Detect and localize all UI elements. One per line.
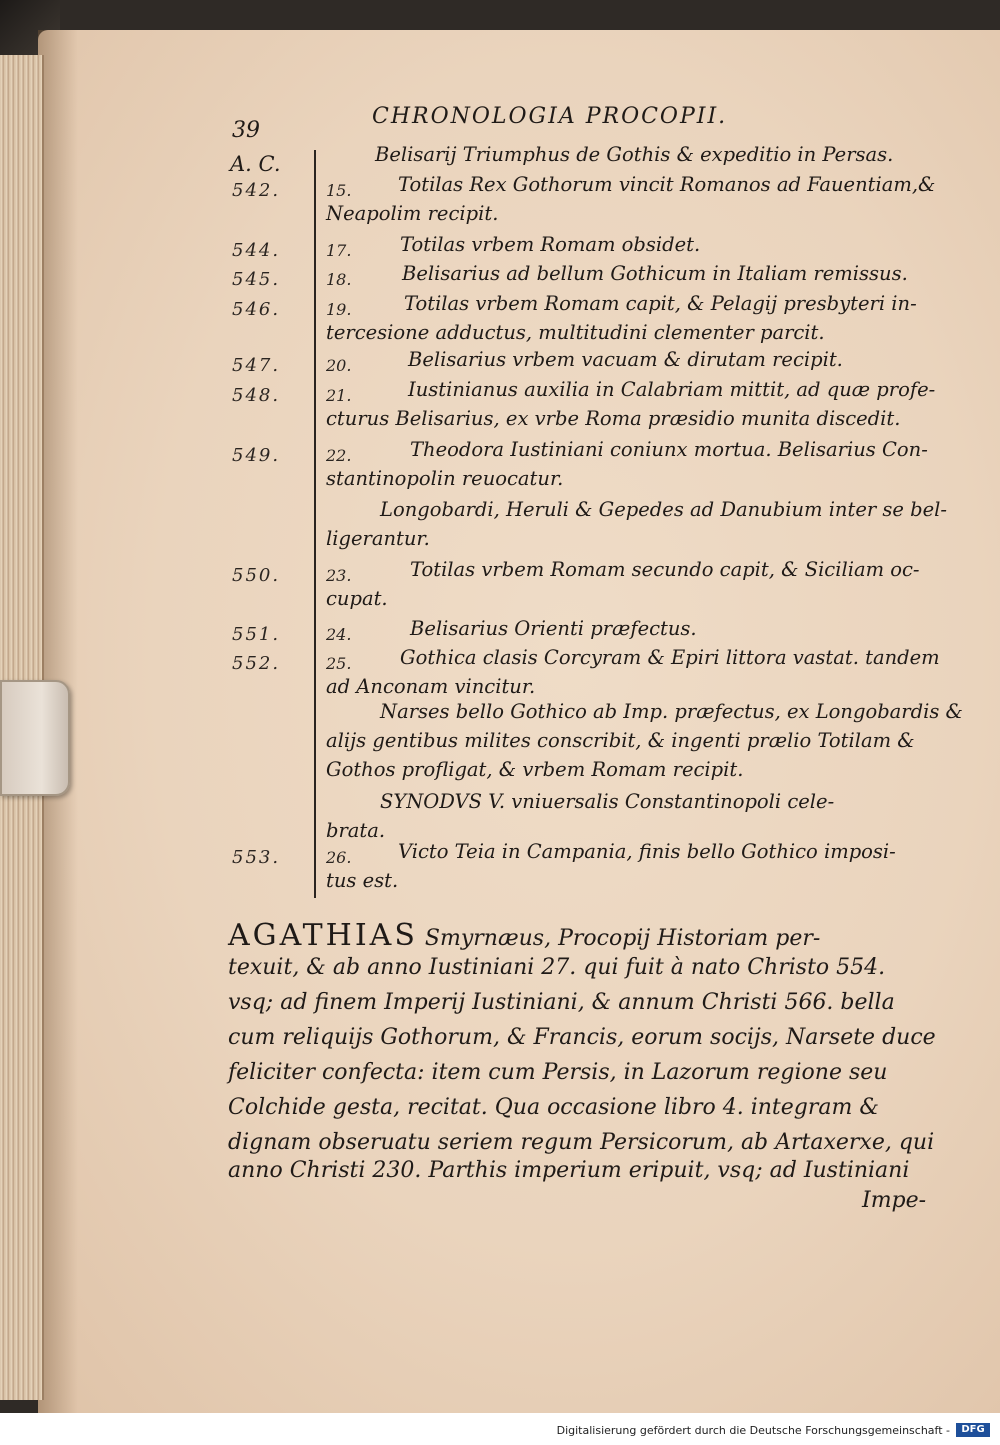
paragraph-first-line [228, 918, 820, 953]
entry-number: 26. [326, 848, 352, 867]
entry-text-line: Totilas vrbem Romam capit, & Pelagij presbyteri in- [404, 292, 917, 315]
first-line-rest: Smyrnæus, Procopij Historiam per- [417, 926, 821, 951]
entry-text-line: alijs gentibus milites conscribit, & ingenti prælio Totilam & [326, 729, 915, 752]
entry-year: 542. [232, 180, 281, 201]
entry-text-line: ligerantur. [326, 527, 430, 550]
entry-year: 550. [232, 565, 281, 586]
running-head: CHRONOLOGIA PROCOPII. [372, 104, 728, 129]
entry-text-line: tus est. [326, 869, 399, 892]
entry-year: 544. [232, 240, 281, 261]
entry-text-line: cupat. [326, 587, 388, 610]
entry-text-line: Belisarius Orienti præfectus. [410, 617, 697, 640]
entry-number: 25. [326, 654, 352, 673]
entry-text-line: tercesione adductus, multitudini clementer parcit. [326, 321, 825, 344]
paragraph-line: anno Christi 230. Parthis imperium eripuit, vsq; ad Iustiniani [228, 1158, 910, 1183]
entry-year: 547. [232, 355, 281, 376]
entry-year: 546. [232, 299, 281, 320]
entry-year: 545. [232, 269, 281, 290]
initial-word: AGATHIAS [228, 918, 418, 953]
entry-text-line: Neapolim recipit. [326, 202, 499, 225]
entry-text-line: brata. [326, 819, 386, 842]
page-clip [0, 680, 70, 796]
page-number: 39 [232, 118, 260, 143]
entry-number: 15. [326, 181, 352, 200]
entry-number: 20. [326, 356, 352, 375]
paragraph-line: Colchide gesta, recitat. Qua occasione libro 4. integram & [228, 1095, 879, 1120]
entry-text-line: Theodora Iustiniani coniunx mortua. Belisarius Con- [410, 438, 928, 461]
entry-year: 548. [232, 385, 281, 406]
entry-text-line: Belisarius ad bellum Gothicum in Italiam remissus. [402, 262, 908, 285]
paragraph-line: vsq; ad finem Imperij Iustiniani, & annum Christi 566. bella [228, 990, 895, 1015]
entry-text-line: Totilas Rex Gothorum vincit Romanos ad Fauentiam,& [398, 173, 936, 196]
entry-text-line: Totilas vrbem Romam obsidet. [400, 233, 701, 256]
entry-text-line: cturus Belisarius, ex vrbe Roma præsidio munita discedit. [326, 407, 901, 430]
entry-text-line: Totilas vrbem Romam secundo capit, & Siciliam oc- [410, 558, 920, 581]
entry-year: 549. [232, 445, 281, 466]
entry-year: 553. [232, 847, 281, 868]
entry-number: 22. [326, 446, 352, 465]
entry-number: 23. [326, 566, 352, 585]
entry-text-line: ad Anconam vincitur. [326, 675, 536, 698]
column-divider [314, 150, 316, 898]
entry-text-line: Gothica clasis Corcyram & Epiri littora vastat. tandem [400, 646, 940, 669]
column-label: A. C. [230, 152, 281, 176]
paragraph-line: dignam obseruatu seriem regum Persicorum, ab Artaxerxe, qui [228, 1130, 935, 1155]
entry-text-line: Belisarius vrbem vacuam & dirutam recipit. [408, 348, 843, 371]
entry-text-line: Iustinianus auxilia in Calabriam mittit, ad quæ profe- [408, 378, 936, 401]
entry-text-line: Longobardi, Heruli & Gepedes ad Danubium inter se bel- [380, 498, 947, 521]
paragraph-line: feliciter confecta: item cum Persis, in Lazorum regione seu [228, 1060, 888, 1085]
entry-text-line: stantinopolin reuocatur. [326, 467, 564, 490]
footer-credit: Digitalisierung gefördert durch die Deutsche Forschungsgemeinschaft - [556, 1424, 950, 1437]
entry-text-line: Gothos profligat, & vrbem Romam recipit. [326, 758, 744, 781]
paragraph-line: cum reliquijs Gothorum, & Francis, eorum socijs, Narsete duce [228, 1025, 936, 1050]
paragraph-line: texuit, & ab anno Iustiniani 27. qui fuit à nato Christo 554. [228, 955, 886, 980]
entry-number: 21. [326, 386, 352, 405]
entry-year: 552. [232, 653, 281, 674]
entry-text-line: Narses bello Gothico ab Imp. præfectus, ex Longobardis & [380, 700, 963, 723]
entry-number: 19. [326, 300, 352, 319]
entry-text-line: Victo Teia in Campania, finis bello Gothico imposi- [398, 840, 896, 863]
entry-year: 551. [232, 624, 281, 645]
entry-text-line: SYNODVS V. vniuersalis Constantinopoli cele- [380, 790, 835, 813]
entry-text-line: Belisarij Triumphus de Gothis & expeditio in Persas. [375, 143, 894, 166]
entry-number: 17. [326, 241, 352, 260]
catchword: Impe- [862, 1188, 927, 1213]
entry-number: 24. [326, 625, 352, 644]
dfg-logo: DFG [956, 1423, 990, 1437]
entry-number: 18. [326, 270, 352, 289]
